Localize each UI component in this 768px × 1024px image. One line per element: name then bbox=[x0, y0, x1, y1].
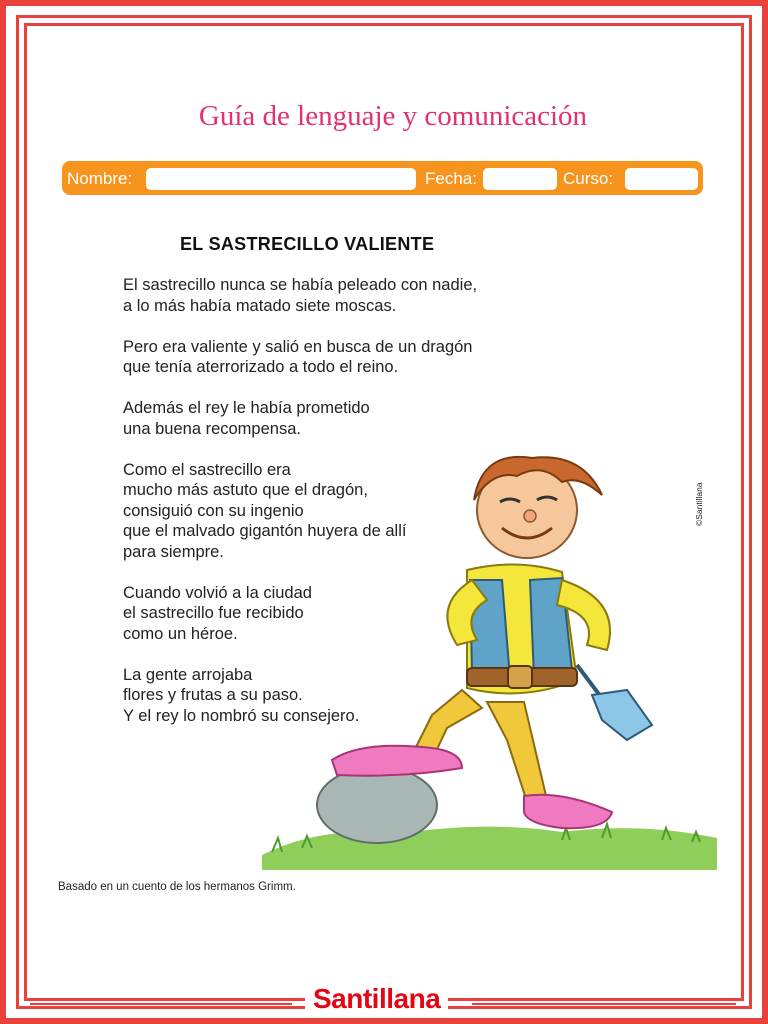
stanza bbox=[123, 275, 543, 316]
story-line: para siempre. bbox=[123, 542, 224, 561]
name-field[interactable] bbox=[146, 168, 416, 190]
story-line: a lo más había matado siete moscas. bbox=[123, 296, 397, 315]
story-line: una buena recompensa. bbox=[123, 419, 301, 438]
rock bbox=[317, 767, 437, 843]
story-line: mucho más astuto que el dragón, bbox=[123, 481, 368, 499]
course-label: Curso: bbox=[563, 169, 614, 188]
stanza bbox=[123, 398, 543, 439]
story-line: como un héroe. bbox=[123, 624, 238, 643]
nose bbox=[524, 510, 536, 522]
copyright-text: ©Santillana bbox=[694, 482, 704, 526]
course-field[interactable] bbox=[625, 168, 698, 190]
story-line: Como el sastrecillo era bbox=[123, 460, 291, 479]
story-title: EL SASTRECILLO VALIENTE bbox=[180, 234, 435, 254]
story-line: el sastrecillo fue recibido bbox=[123, 604, 304, 622]
story-line: consiguió con su ingenio bbox=[123, 501, 304, 520]
story-line: Además el rey le había prometido bbox=[123, 399, 370, 417]
name-label: Nombre: bbox=[67, 169, 133, 188]
story-line: que el malvado gigantón huyera de allí bbox=[123, 522, 407, 540]
story-line: Cuando volvió a la ciudad bbox=[123, 583, 312, 602]
stanza bbox=[123, 337, 543, 378]
story-line: La gente arrojaba bbox=[123, 665, 253, 684]
right-shoe bbox=[524, 795, 612, 828]
story-line: flores y frutas a su paso. bbox=[123, 686, 303, 704]
flyswatter-head bbox=[592, 690, 652, 740]
belt-buckle bbox=[508, 666, 532, 688]
date-field[interactable] bbox=[483, 168, 557, 190]
story-line: Pero era valiente y salió en busca de un dragón bbox=[123, 337, 473, 356]
page-title: Guía de lenguaje y comunicación bbox=[198, 100, 588, 132]
publisher-logo: Santillana bbox=[305, 983, 448, 1015]
left-shoe bbox=[332, 746, 462, 776]
footer-divider-left bbox=[30, 998, 292, 1005]
copyright-label bbox=[684, 478, 720, 528]
footer-divider-right bbox=[472, 998, 736, 1005]
source-credit: Basado en un cuento de los hermanos Grimm. bbox=[58, 881, 296, 893]
date-label: Fecha: bbox=[425, 169, 477, 188]
grass-ground bbox=[262, 827, 717, 870]
tailor-illustration bbox=[262, 440, 722, 870]
story-line: que tenía aterrorizado a todo el reino. bbox=[123, 358, 399, 376]
right-leg bbox=[487, 702, 547, 802]
story-line: Y el rey lo nombró su consejero. bbox=[123, 706, 360, 725]
story-line: El sastrecillo nunca se había peleado con nadie, bbox=[123, 276, 478, 294]
